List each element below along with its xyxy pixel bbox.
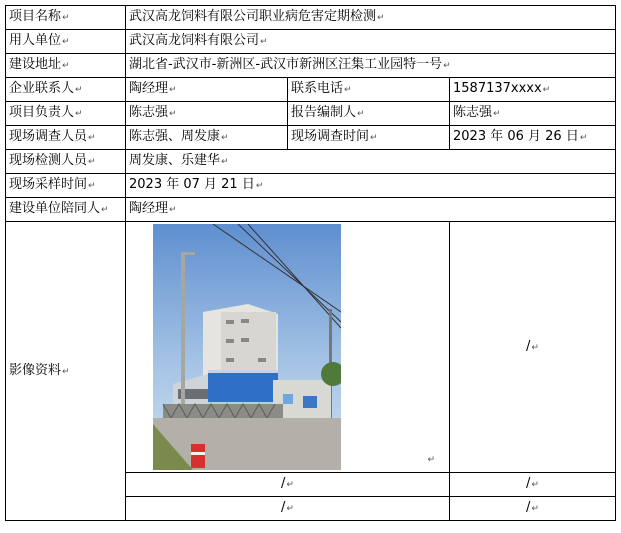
value-contact: 陶经理 ↵ xyxy=(126,78,288,102)
value-employer: 武汉高龙饲料有限公司 ↵ xyxy=(126,30,616,54)
row-project-name xyxy=(6,6,616,30)
value-report-author: 陈志强 ↵ xyxy=(450,102,616,126)
value-survey-time: 2023 年 06 月 26 日 ↵ xyxy=(450,126,616,150)
label-phone: 联系电话 ↵ xyxy=(288,78,450,102)
inspection-info-table xyxy=(5,5,616,521)
site-photo xyxy=(153,224,341,470)
value-surveyors: 陈志强、周发康 ↵ xyxy=(126,126,288,150)
image-slot-empty-2: / ↵ xyxy=(126,473,450,497)
row-escort xyxy=(6,198,616,222)
label-survey-time: 现场调查时间 ↵ xyxy=(288,126,450,150)
row-survey xyxy=(6,126,616,150)
row-sampling xyxy=(6,174,616,198)
value-project-name: 武汉高龙饲料有限公司职业病危害定期检测 ↵ xyxy=(126,6,616,30)
label-testers: 现场检测人员 ↵ xyxy=(6,150,126,174)
row-address xyxy=(6,54,616,78)
value-sampling-time: 2023 年 07 月 21 日 ↵ xyxy=(126,174,616,198)
label-employer: 用人单位 ↵ xyxy=(6,30,126,54)
image-slot-empty-4: / ↵ xyxy=(126,497,450,521)
value-phone: 1587137xxxx ↵ xyxy=(450,78,616,102)
image-slot-empty-5: / ↵ xyxy=(450,497,616,521)
row-contact xyxy=(6,78,616,102)
label-sampling-time: 现场采样时间 ↵ xyxy=(6,174,126,198)
label-project-name: 项目名称 ↵ xyxy=(6,6,126,30)
row-testers xyxy=(6,150,616,174)
row-images xyxy=(6,222,616,473)
value-responsible: 陈志强 ↵ xyxy=(126,102,288,126)
value-escort: 陶经理 ↵ xyxy=(126,198,616,222)
label-report-author: 报告编制人 ↵ xyxy=(288,102,450,126)
value-testers: 周发康、乐建华 ↵ xyxy=(126,150,616,174)
label-responsible: 项目负责人 ↵ xyxy=(6,102,126,126)
label-contact: 企业联系人 ↵ xyxy=(6,78,126,102)
label-address: 建设地址 ↵ xyxy=(6,54,126,78)
label-images: 影像资料 ↵ xyxy=(6,222,126,521)
label-escort: 建设单位陪同人 ↵ xyxy=(6,198,126,222)
row-responsible xyxy=(6,102,616,126)
image-slot-empty-1: / ↵ xyxy=(450,222,616,473)
row-employer xyxy=(6,30,616,54)
image-slot-empty-3: / ↵ xyxy=(450,473,616,497)
photo-cell xyxy=(126,222,450,473)
value-address: 湖北省-武汉市-新洲区-武汉市新洲区汪集工业园特一号 ↵ xyxy=(126,54,616,78)
label-surveyors: 现场调查人员 ↵ xyxy=(6,126,126,150)
photo-mark xyxy=(426,449,435,471)
